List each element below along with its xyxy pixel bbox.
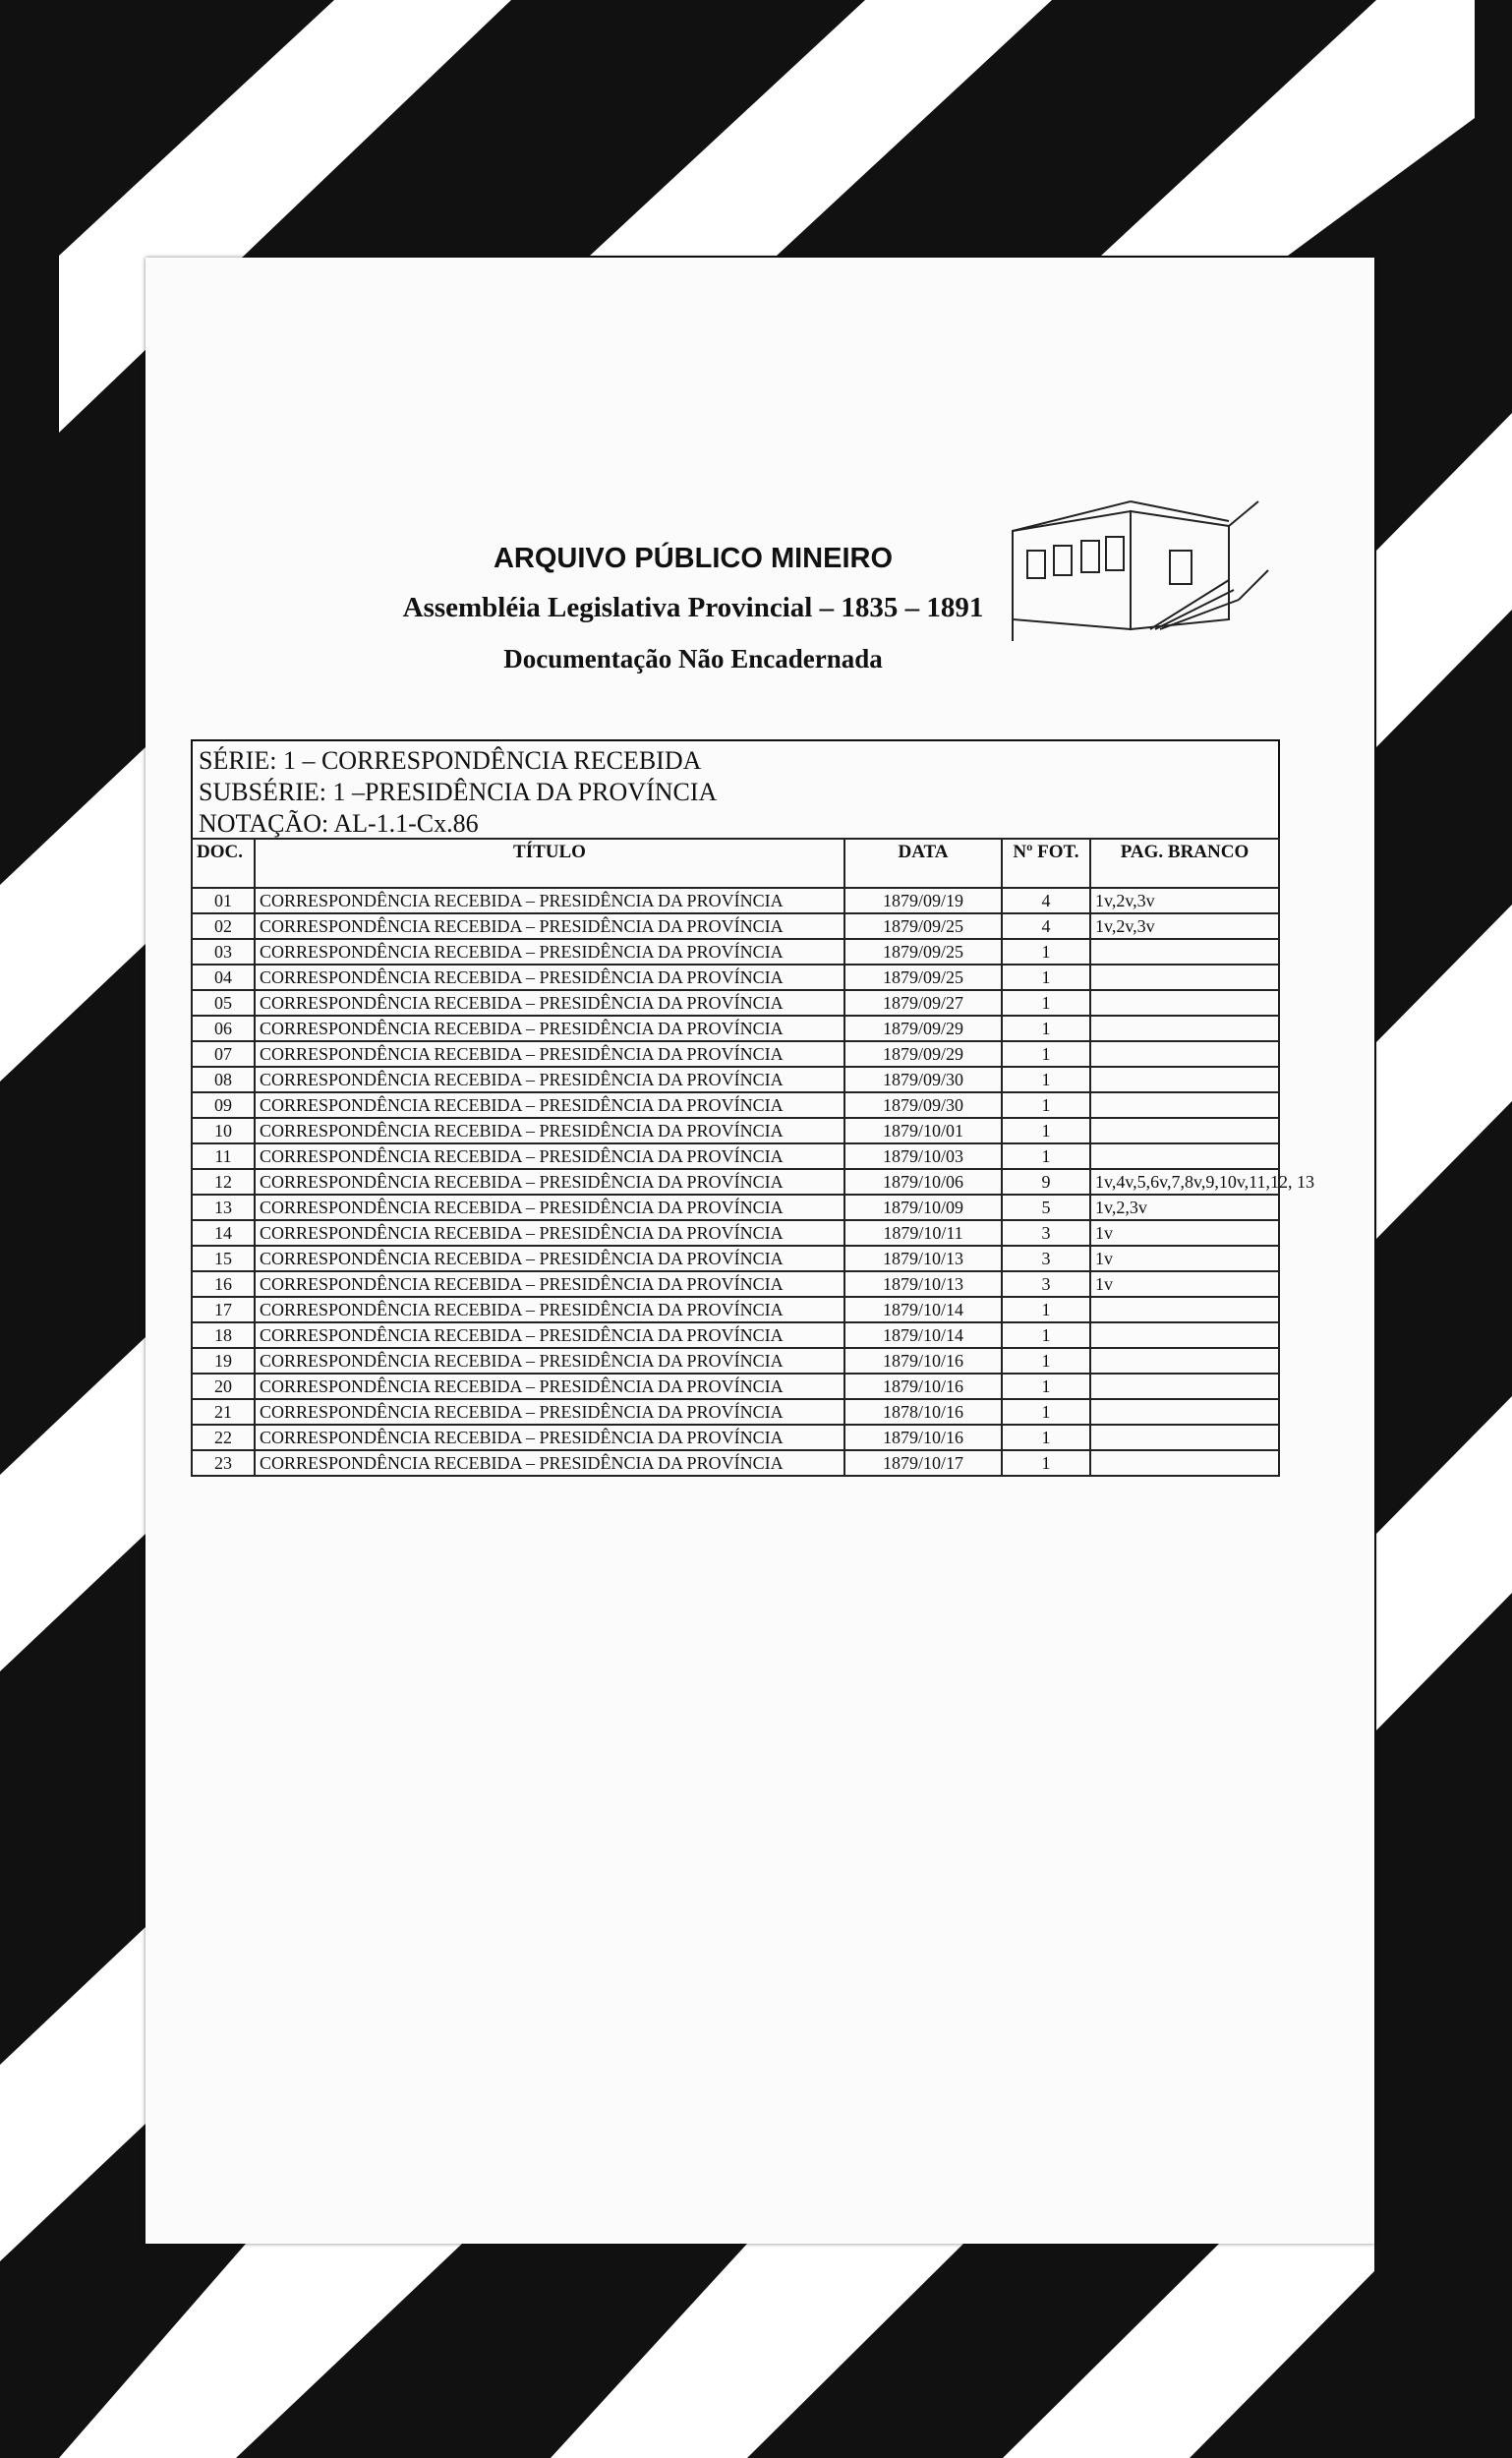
header-titulo: TÍTULO <box>255 839 844 888</box>
cell-titulo: CORRESPONDÊNCIA RECEBIDA – PRESIDÊNCIA DA PROVÍNCIA <box>255 1016 844 1041</box>
cell-doc: 07 <box>192 1041 255 1067</box>
header-fot: Nº FOT. <box>1002 839 1090 888</box>
cell-data: 1879/09/29 <box>844 1016 1002 1041</box>
cell-fot: 5 <box>1002 1195 1090 1220</box>
cell-doc: 03 <box>192 939 255 965</box>
cell-doc: 08 <box>192 1067 255 1092</box>
cell-fot: 1 <box>1002 1399 1090 1425</box>
cell-pag-branco <box>1090 965 1279 990</box>
cell-fot: 1 <box>1002 1374 1090 1399</box>
cell-doc: 16 <box>192 1271 255 1297</box>
table-row <box>192 965 1279 990</box>
header-doc: DOC. <box>192 839 255 888</box>
cell-titulo: CORRESPONDÊNCIA RECEBIDA – PRESIDÊNCIA DA PROVÍNCIA <box>255 1425 844 1450</box>
table-row <box>192 888 1279 913</box>
cell-fot: 1 <box>1002 965 1090 990</box>
institution-title: ARQUIVO PÚBLICO MINEIRO <box>493 543 893 574</box>
cell-pag-branco: 1v,2v,3v <box>1090 913 1279 939</box>
table-row <box>192 913 1279 939</box>
cell-fot: 1 <box>1002 1143 1090 1169</box>
cell-fot: 4 <box>1002 913 1090 939</box>
cell-titulo: CORRESPONDÊNCIA RECEBIDA – PRESIDÊNCIA DA PROVÍNCIA <box>255 1067 844 1092</box>
cell-pag-branco <box>1090 1016 1279 1041</box>
cell-doc: 19 <box>192 1348 255 1374</box>
cell-titulo: CORRESPONDÊNCIA RECEBIDA – PRESIDÊNCIA DA PROVÍNCIA <box>255 1374 844 1399</box>
cell-data: 1879/09/25 <box>844 965 1002 990</box>
cell-doc: 11 <box>192 1143 255 1169</box>
cell-doc: 10 <box>192 1118 255 1143</box>
table-row <box>192 1041 1279 1067</box>
cell-fot: 1 <box>1002 1016 1090 1041</box>
table-row <box>192 1450 1279 1476</box>
cell-titulo: CORRESPONDÊNCIA RECEBIDA – PRESIDÊNCIA DA PROVÍNCIA <box>255 1169 844 1195</box>
cell-titulo: CORRESPONDÊNCIA RECEBIDA – PRESIDÊNCIA DA PROVÍNCIA <box>255 990 844 1016</box>
table-row <box>192 1143 1279 1169</box>
cell-fot: 4 <box>1002 888 1090 913</box>
cell-data: 1879/10/11 <box>844 1220 1002 1246</box>
cell-titulo: CORRESPONDÊNCIA RECEBIDA – PRESIDÊNCIA DA PROVÍNCIA <box>255 913 844 939</box>
cell-fot: 1 <box>1002 990 1090 1016</box>
collection-title: Documentação Não Encadernada <box>503 644 883 673</box>
cell-pag-branco: 1v,4v,5,6v,7,8v,9,10v,11,12, 13 <box>1090 1169 1279 1195</box>
cell-data: 1879/09/29 <box>844 1041 1002 1067</box>
cell-data: 1879/10/16 <box>844 1348 1002 1374</box>
table-row <box>192 1425 1279 1450</box>
subtitle: Assembléia Legislativa Provincial – 1835 – 1891 <box>402 592 984 623</box>
cell-doc: 18 <box>192 1322 255 1348</box>
cell-doc: 21 <box>192 1399 255 1425</box>
cell-pag-branco: 1v <box>1090 1220 1279 1246</box>
cell-pag-branco <box>1090 1041 1279 1067</box>
documents-table <box>191 838 1314 1477</box>
header-data: DATA <box>844 839 1002 888</box>
cell-doc: 20 <box>192 1374 255 1399</box>
cell-doc: 14 <box>192 1220 255 1246</box>
serie-line: SÉRIE: 1 – CORRESPONDÊNCIA RECEBIDA <box>199 746 702 775</box>
cell-doc: 06 <box>192 1016 255 1041</box>
table-header-row <box>192 839 1279 888</box>
cell-data: 1879/09/25 <box>844 939 1002 965</box>
cell-data: 1879/10/06 <box>844 1169 1002 1195</box>
cell-fot: 1 <box>1002 1092 1090 1118</box>
cell-titulo: CORRESPONDÊNCIA RECEBIDA – PRESIDÊNCIA DA PROVÍNCIA <box>255 1118 844 1143</box>
cell-fot: 1 <box>1002 1322 1090 1348</box>
table-row <box>192 1246 1279 1271</box>
document-page <box>145 258 1374 2244</box>
cell-data: 1879/10/13 <box>844 1246 1002 1271</box>
cell-titulo: CORRESPONDÊNCIA RECEBIDA – PRESIDÊNCIA DA PROVÍNCIA <box>255 1348 844 1374</box>
cell-fot: 1 <box>1002 1041 1090 1067</box>
cell-doc: 04 <box>192 965 255 990</box>
cell-doc: 17 <box>192 1297 255 1322</box>
cell-fot: 3 <box>1002 1220 1090 1246</box>
cell-titulo: CORRESPONDÊNCIA RECEBIDA – PRESIDÊNCIA DA PROVÍNCIA <box>255 1195 844 1220</box>
cell-titulo: CORRESPONDÊNCIA RECEBIDA – PRESIDÊNCIA DA PROVÍNCIA <box>255 939 844 965</box>
cell-data: 1879/10/13 <box>844 1271 1002 1297</box>
cell-titulo: CORRESPONDÊNCIA RECEBIDA – PRESIDÊNCIA DA PROVÍNCIA <box>255 1092 844 1118</box>
table-row <box>192 1220 1279 1246</box>
cell-data: 1879/10/17 <box>844 1450 1002 1476</box>
cell-pag-branco <box>1090 1348 1279 1374</box>
cell-fot: 1 <box>1002 1450 1090 1476</box>
series-info <box>191 739 1280 840</box>
cell-doc: 22 <box>192 1425 255 1450</box>
cell-pag-branco <box>1090 1399 1279 1425</box>
cell-fot: 3 <box>1002 1271 1090 1297</box>
cell-pag-branco <box>1090 1092 1279 1118</box>
cell-fot: 1 <box>1002 1425 1090 1450</box>
building-icon <box>993 472 1278 649</box>
cell-pag-branco: 1v,2,3v <box>1090 1195 1279 1220</box>
cell-fot: 1 <box>1002 939 1090 965</box>
table-row <box>192 1016 1279 1041</box>
cell-doc: 23 <box>192 1450 255 1476</box>
cell-pag-branco <box>1090 939 1279 965</box>
table-row <box>192 1169 1279 1195</box>
cell-pag-branco: 1v,2v,3v <box>1090 888 1279 913</box>
cell-titulo: CORRESPONDÊNCIA RECEBIDA – PRESIDÊNCIA DA PROVÍNCIA <box>255 1220 844 1246</box>
cell-doc: 02 <box>192 913 255 939</box>
cell-titulo: CORRESPONDÊNCIA RECEBIDA – PRESIDÊNCIA DA PROVÍNCIA <box>255 1271 844 1297</box>
cell-pag-branco <box>1090 1143 1279 1169</box>
cell-data: 1879/10/09 <box>844 1195 1002 1220</box>
table-row <box>192 1195 1279 1220</box>
subserie-line: SUBSÉRIE: 1 –PRESIDÊNCIA DA PROVÍNCIA <box>199 778 718 806</box>
cell-fot: 1 <box>1002 1118 1090 1143</box>
cell-titulo: CORRESPONDÊNCIA RECEBIDA – PRESIDÊNCIA DA PROVÍNCIA <box>255 1322 844 1348</box>
notacao-line: NOTAÇÃO: AL-1.1-Cx.86 <box>199 809 479 838</box>
cell-pag-branco <box>1090 1322 1279 1348</box>
cell-pag-branco: 1v <box>1090 1246 1279 1271</box>
cell-data: 1878/10/16 <box>844 1399 1002 1425</box>
table-row <box>192 939 1279 965</box>
cell-pag-branco <box>1090 990 1279 1016</box>
cell-titulo: CORRESPONDÊNCIA RECEBIDA – PRESIDÊNCIA DA PROVÍNCIA <box>255 1297 844 1322</box>
cell-data: 1879/10/14 <box>844 1297 1002 1322</box>
cell-pag-branco <box>1090 1067 1279 1092</box>
cell-pag-branco: 1v <box>1090 1271 1279 1297</box>
cell-data: 1879/09/19 <box>844 888 1002 913</box>
cell-fot: 1 <box>1002 1297 1090 1322</box>
cell-doc: 12 <box>192 1169 255 1195</box>
cell-data: 1879/09/30 <box>844 1092 1002 1118</box>
table-row <box>192 1348 1279 1374</box>
table-row <box>192 1322 1279 1348</box>
cell-fot: 3 <box>1002 1246 1090 1271</box>
cell-pag-branco <box>1090 1118 1279 1143</box>
cell-data: 1879/10/01 <box>844 1118 1002 1143</box>
cell-data: 1879/09/27 <box>844 990 1002 1016</box>
table-row <box>192 1374 1279 1399</box>
cell-pag-branco <box>1090 1450 1279 1476</box>
table-row <box>192 1092 1279 1118</box>
cell-fot: 9 <box>1002 1169 1090 1195</box>
cell-doc: 13 <box>192 1195 255 1220</box>
cell-doc: 15 <box>192 1246 255 1271</box>
table-row <box>192 1067 1279 1092</box>
cell-fot: 1 <box>1002 1067 1090 1092</box>
cell-pag-branco <box>1090 1297 1279 1322</box>
cell-pag-branco <box>1090 1425 1279 1450</box>
table-row <box>192 1118 1279 1143</box>
cell-doc: 09 <box>192 1092 255 1118</box>
cell-titulo: CORRESPONDÊNCIA RECEBIDA – PRESIDÊNCIA DA PROVÍNCIA <box>255 1246 844 1271</box>
cell-doc: 01 <box>192 888 255 913</box>
cell-data: 1879/10/16 <box>844 1425 1002 1450</box>
header-pag-branco: PAG. BRANCO <box>1090 839 1279 888</box>
cell-data: 1879/10/16 <box>844 1374 1002 1399</box>
cell-titulo: CORRESPONDÊNCIA RECEBIDA – PRESIDÊNCIA DA PROVÍNCIA <box>255 1041 844 1067</box>
cell-data: 1879/10/14 <box>844 1322 1002 1348</box>
table-row <box>192 990 1279 1016</box>
cell-titulo: CORRESPONDÊNCIA RECEBIDA – PRESIDÊNCIA DA PROVÍNCIA <box>255 1399 844 1425</box>
table-row <box>192 1399 1279 1425</box>
cell-data: 1879/09/25 <box>844 913 1002 939</box>
table-row <box>192 1271 1279 1297</box>
cell-pag-branco <box>1090 1374 1279 1399</box>
cell-titulo: CORRESPONDÊNCIA RECEBIDA – PRESIDÊNCIA DA PROVÍNCIA <box>255 1450 844 1476</box>
table-row <box>192 1297 1279 1322</box>
cell-doc: 05 <box>192 990 255 1016</box>
cell-titulo: CORRESPONDÊNCIA RECEBIDA – PRESIDÊNCIA DA PROVÍNCIA <box>255 1143 844 1169</box>
cell-data: 1879/10/03 <box>844 1143 1002 1169</box>
cell-titulo: CORRESPONDÊNCIA RECEBIDA – PRESIDÊNCIA DA PROVÍNCIA <box>255 965 844 990</box>
cell-titulo: CORRESPONDÊNCIA RECEBIDA – PRESIDÊNCIA DA PROVÍNCIA <box>255 888 844 913</box>
cell-fot: 1 <box>1002 1348 1090 1374</box>
cell-data: 1879/09/30 <box>844 1067 1002 1092</box>
